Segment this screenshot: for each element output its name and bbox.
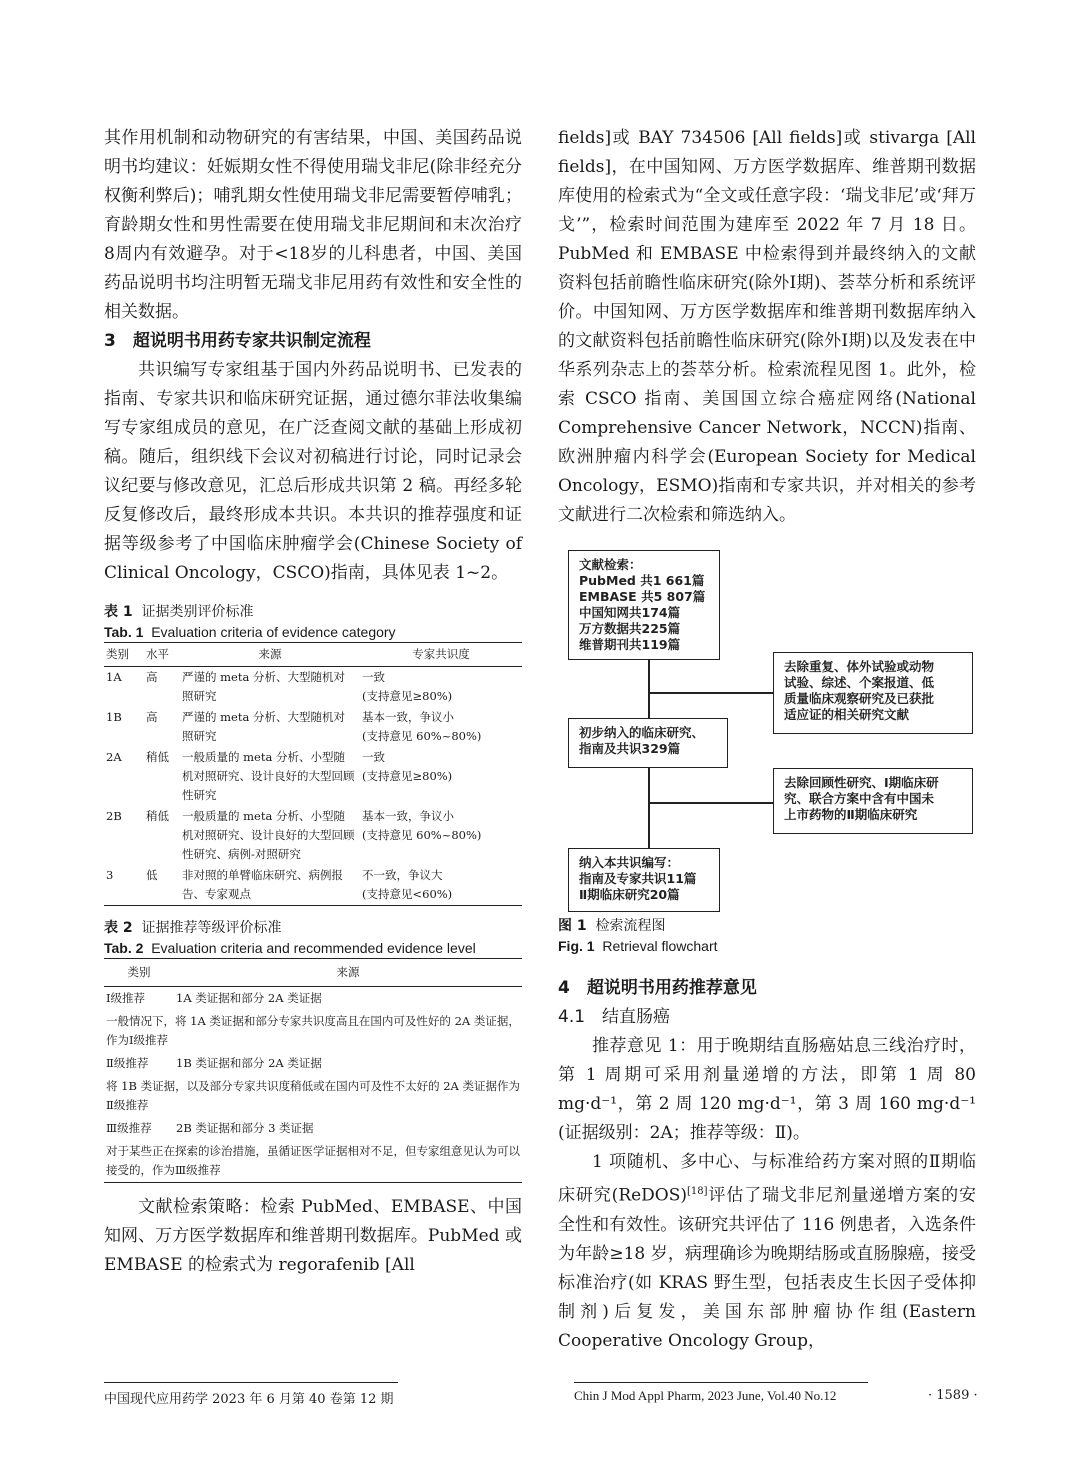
t1-cell: 1B — [106, 710, 122, 724]
t1-header-category: 类别 — [104, 643, 144, 667]
flow-box-line: 上市药物的Ⅱ期临床研究 — [784, 807, 918, 822]
t1-cell: 高 — [146, 670, 158, 684]
t2-detail: 将 1B 类证据，以及部分专家共识度稍低或在国内可及性不太好的 2A 类证据作为Ⅱ级推荐 — [106, 1079, 521, 1112]
table1-caption-en: Tab. 1 Evaluation criteria of evidence category — [104, 624, 396, 640]
citation-ref: [18] — [687, 1186, 708, 1197]
t1-cell: 一致 (支持意见≥80%) — [362, 750, 453, 783]
flow-box-line: 初步纳入的临床研究、 — [579, 725, 705, 740]
flow-box-line: PubMed 共1 661篇 — [579, 573, 705, 588]
t2-header-source: 来源 — [174, 959, 522, 987]
t2-row — [104, 1052, 522, 1075]
t1-row — [104, 865, 522, 906]
flow-box-line: 中国知网共174篇 — [579, 605, 681, 620]
flow-connector — [648, 692, 773, 694]
flow-box-line: 究、联合方案中含有中国未 — [784, 791, 935, 806]
t1-row — [104, 667, 522, 708]
t1-row — [104, 806, 522, 865]
flow-box-line: 维普期刊共119篇 — [579, 637, 681, 652]
t2-source: 2B 类证据和部分 3 类证据 — [176, 1121, 314, 1135]
t1-cell: 严谨的 meta 分析、大型随机对照研究 — [182, 670, 345, 703]
flow-box-line: 去除回顾性研究、Ⅰ期临床研 — [784, 775, 939, 790]
t2-source: 1B 类证据和部分 2A 类证据 — [176, 1056, 322, 1070]
flow-connector — [648, 660, 650, 718]
table2-caption-en: Tab. 2 Evaluation criteria and recommended evidence level — [104, 940, 476, 956]
flow-box-initial — [568, 718, 728, 768]
t2-level: Ⅰ级推荐 — [106, 991, 146, 1005]
right-column — [558, 124, 976, 1356]
flow-box-line: EMBASE 共5 807篇 — [579, 589, 706, 604]
t1-header-source: 来源 — [180, 643, 360, 667]
section-4-heading: 4 超说明书用药推荐意见 — [558, 978, 757, 998]
right-para-1: fields]或 BAY 734506 [All fields]或 stivarga [All fields]，在中国知网、万方医学数据库、维普期刊数据库使用的检索式为“全文或任意字段：‘瑞戈非尼’或‘拜万戈’”，检索时间范围为建库至 2022 年 7 月 18 日。PubMed 和 EMBASE 中检索得到并最终纳入的文献资料包括前瞻性临床研究(除外Ⅰ期)、荟萃分析和系统评价。中国知网、万方医学数据库和维普期刊数据库纳入的文献资料包括前瞻性临床研究(除外Ⅰ期)以及发表在中华系列杂志上的荟萃分析。检索流程见图 1。此外，检索 CSCO 指南、美国国立综合癌症网络(National Comprehensive Cancer Network，NCCN)指南、欧洲肿瘤内科学会(European Society for Medical Oncology，ESMO)指南和专家共识，并对相关的参考文献进行二次检索和筛选纳入。 — [558, 128, 976, 525]
footer-journal-cn: 中国现代应用药学 2023 年 6 月第 40 卷第 12 期 — [104, 1392, 394, 1407]
t1-cell: 基本一致，争议小 (支持意见 60%~80%) — [362, 710, 482, 743]
flow-box-exclude-1 — [773, 652, 973, 734]
t1-cell: 低 — [146, 868, 158, 882]
flow-box-line: 万方数据共225篇 — [579, 621, 681, 636]
t1-cell: 一致 (支持意见≥80%) — [362, 670, 453, 703]
flow-connector — [648, 802, 773, 804]
left-para-2: 共识编写专家组基于国内外药品说明书、已发表的指南、专家共识和临床研究证据，通过德尔菲法收集编写专家组成员的意见，在广泛查阅文献的基础上形成初稿。随后，组织线下会议对初稿进行讨论，同时记录会议纪要与修改意见，汇总后形成共识第 2 稿。再经多轮反复修改后，最终形成本共识。本共识的推荐强度和证据等级参考了中国临床肿瘤学会(Chinese Society of Clinical Oncology，CSCO)指南，具体见表 1~2。 — [104, 360, 522, 583]
t1-header-consensus: 专家共识度 — [360, 643, 522, 667]
fig1-caption-en: Fig. 1 Retrieval flowchart — [558, 938, 718, 954]
t1-cell: 一般质量的 meta 分析、小型随机对照研究、设计良好的大型回顾性研究、病例-对照研究 — [182, 809, 355, 861]
table-1 — [104, 642, 522, 906]
t2-detail-row — [104, 1075, 522, 1117]
t1-cell: 不一致，争议大 (支持意见<60%) — [362, 868, 453, 901]
t2-detail-row — [104, 1140, 522, 1183]
flow-connector — [648, 768, 650, 848]
flow-box-line: Ⅱ期临床研究20篇 — [579, 887, 680, 902]
flow-box-line: 纳入本共识编写： — [579, 855, 680, 870]
flow-box-line: 去除重复、体外试验或动物 — [784, 659, 935, 674]
flow-box-included — [568, 848, 720, 912]
section-4-1-heading: 4.1 结直肠癌 — [558, 1007, 671, 1027]
t2-level: Ⅲ级推荐 — [106, 1121, 152, 1135]
recommendation-1: 推荐意见 1：用于晚期结直肠癌姑息三线治疗时，第 1 周期可采用剂量递增的方法，即第 1 周 80 mg·d⁻¹，第 2 周 120 mg·d⁻¹，第 3 周 160 mg·d⁻¹ (证据级别：2A；推荐等级：Ⅱ)。 — [558, 1036, 976, 1143]
fig1-caption-cn: 图 1 检索流程图 — [558, 918, 666, 934]
left-para-1: 其作用机制和动物研究的有害结果，中国、美国药品说明书均建议：妊娠期女性不得使用瑞戈非尼(除非经充分权衡利弊后)；哺乳期女性使用瑞戈非尼需要暂停哺乳；育龄期女性和男性需要在使用瑞戈非尼期间和末次治疗8周内有效避孕。对于<18岁的儿科患者，中国、美国药品说明书均注明暂无瑞戈非尼用药有效性和安全性的相关数据。 — [104, 128, 522, 322]
t2-row — [104, 987, 522, 1011]
right-para-2: 1 项随机、多中心、与标准给药方案对照的Ⅱ期临床研究(ReDOS)[18]评估了瑞戈非尼剂量递增方案的安全性和有效性。该研究共评估了 116 例患者，入选条件为年龄≥18 岁，病理确诊为晚期结肠或直肠腺癌，接受标准治疗(如 KRAS 野生型，包括表皮生长因子受体抑制剂)后复发，美国东部肿瘤协作组(Eastern Cooperative Oncology Group， — [558, 1152, 976, 1351]
t2-detail: 一般情况下，将 1A 类证据和部分专家共识度高且在国内可及性好的 2A 类证据，作为Ⅰ级推荐 — [106, 1014, 520, 1047]
flow-box-retrieval — [568, 550, 720, 660]
retrieval-flowchart — [558, 546, 978, 916]
t1-cell: 高 — [146, 710, 158, 724]
t2-row — [104, 1117, 522, 1140]
t1-row — [104, 707, 522, 747]
table2-caption-cn: 表 2 证据推荐等级评价标准 — [104, 920, 282, 936]
flow-box-line: 试验、综述、个案报道、低 — [784, 675, 935, 690]
t1-cell: 基本一致，争议小 (支持意见 60%~80%) — [362, 809, 482, 842]
flow-box-line: 适应证的相关研究文献 — [784, 707, 910, 722]
t1-cell: 1A — [106, 670, 122, 684]
page-number: · 1589 · — [928, 1388, 978, 1403]
t1-cell: 3 — [106, 868, 114, 882]
flow-box-line: 指南及专家共识11篇 — [579, 871, 697, 886]
flow-box-line: 指南及共识329篇 — [579, 741, 681, 756]
left-para-3: 文献检索策略：检索 PubMed、EMBASE、中国知网、万方医学数据库和维普期刊数据库。PubMed 或 EMBASE 的检索式为 regorafenib [All — [104, 1197, 522, 1275]
t1-cell: 稍低 — [146, 809, 169, 823]
footer-rule-left — [104, 1382, 398, 1383]
t1-row — [104, 747, 522, 806]
t2-detail-row — [104, 1010, 522, 1052]
flow-box-exclude-2 — [773, 768, 973, 834]
t2-source: 1A 类证据和部分 2A 类证据 — [176, 991, 322, 1005]
t1-cell: 2B — [106, 809, 122, 823]
table1-caption-cn: 表 1 证据类别评价标准 — [104, 604, 254, 620]
t2-detail: 对于某些正在探索的诊治措施，虽循证医学证据相对不足，但专家组意见认为可以接受的，作为Ⅲ级推荐 — [106, 1144, 520, 1177]
t2-level: Ⅱ级推荐 — [106, 1056, 149, 1070]
footer-rule-right — [574, 1382, 868, 1383]
left-column — [104, 124, 522, 1280]
t1-cell: 一般质量的 meta 分析、小型随机对照研究、设计良好的大型回顾性研究 — [182, 750, 355, 802]
t1-header-level: 水平 — [144, 643, 180, 667]
section-3-heading: 3 超说明书用药专家共识制定流程 — [104, 331, 371, 351]
flow-box-line: 质量临床观察研究及已获批 — [784, 691, 935, 706]
t1-cell: 2A — [106, 750, 122, 764]
flow-box-line: 文献检索： — [579, 557, 642, 572]
t1-cell: 严谨的 meta 分析、大型随机对照研究 — [182, 710, 345, 743]
table-2 — [104, 958, 522, 1183]
t1-cell: 非对照的单臂临床研究、病例报告、专家观点 — [182, 868, 343, 901]
footer-journal-en: Chin J Mod Appl Pharm, 2023 June, Vol.40 No.12 — [574, 1388, 837, 1403]
t1-cell: 稍低 — [146, 750, 169, 764]
t2-header-category: 类别 — [104, 959, 174, 987]
